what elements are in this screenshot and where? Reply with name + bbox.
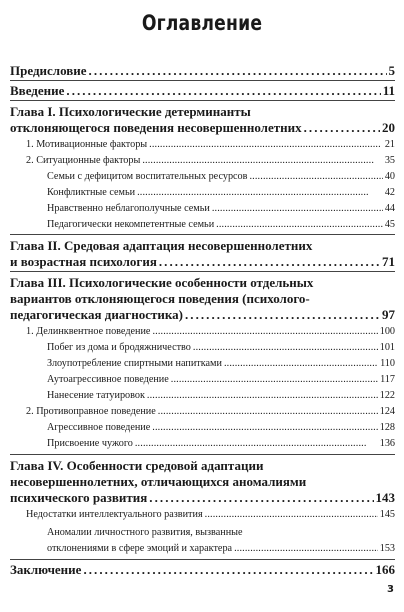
toc-entry-page: 97 <box>382 307 395 322</box>
toc-entry-page: 122 <box>379 390 395 401</box>
page-number: 3 <box>387 584 394 595</box>
toc-entry-intellectual-deficits[interactable] <box>26 509 395 520</box>
toc-entry-aggressive-behavior[interactable] <box>47 422 395 433</box>
toc-entry-title: отклонениями в сфере эмоций и характера <box>47 543 233 554</box>
leader-dots <box>137 187 383 198</box>
toc-entry-title: психического развития <box>10 490 148 505</box>
toc-entry-unlawful-behavior[interactable] <box>26 406 395 417</box>
toc-entry-page: 45 <box>384 219 395 230</box>
toc-entry-running-away[interactable] <box>47 342 395 353</box>
toc-entry-self-harm[interactable] <box>47 374 395 385</box>
leader-dots <box>205 509 378 520</box>
toc-entry-title: Конфликтные семьи <box>47 187 136 198</box>
toc-entry-page: 71 <box>382 254 395 269</box>
toc-entry-page: 136 <box>379 438 395 449</box>
toc-entry-chapter3-line2[interactable]: вариантов отклоняющегося поведения (психолого- <box>10 291 310 306</box>
toc-entry-title: отклоняющегося поведения несовершеннолетних <box>10 120 302 135</box>
toc-entry-page: 35 <box>384 155 395 166</box>
leader-dots <box>152 422 377 433</box>
toc-entry-page: 42 <box>384 187 395 198</box>
leader-dots <box>304 120 380 136</box>
toc-entry-incompetent-families[interactable] <box>47 219 395 230</box>
toc-entry-page: 40 <box>384 171 395 182</box>
leader-dots <box>185 307 380 323</box>
toc-entry-chapter1[interactable] <box>10 120 395 136</box>
separator-line <box>10 234 395 235</box>
toc-entry-title: Аутоагрессивное поведение <box>47 374 169 385</box>
leader-dots <box>135 438 378 449</box>
separator-line <box>10 100 395 101</box>
leader-dots <box>158 406 378 417</box>
toc-entry-preface[interactable] <box>10 63 395 79</box>
toc-entry-title: Семьи с дефицитом воспитательных ресурсов <box>47 171 248 182</box>
toc-entry-page: 143 <box>375 490 395 505</box>
leader-dots <box>149 139 383 150</box>
leader-dots <box>234 543 378 554</box>
toc-entry-conclusion[interactable] <box>10 562 395 578</box>
toc-entry-chapter2-line1[interactable]: Глава II. Средовая адаптация несовершеннолетних <box>10 238 313 253</box>
toc-entry-chapter3[interactable] <box>10 307 395 323</box>
toc-entry-chapter4-line1[interactable]: Глава IV. Особенности средовой адаптации <box>10 458 264 473</box>
toc-entry-personality-anomalies[interactable] <box>47 543 395 554</box>
separator-line <box>10 559 395 560</box>
toc-entry-chapter1-line1[interactable]: Глава I. Психологические детерминанты <box>10 104 251 119</box>
leader-dots <box>193 342 378 353</box>
toc-entry-chapter3-line1[interactable]: Глава III. Психологические особенности отдельных <box>10 275 314 290</box>
leader-dots <box>171 374 378 385</box>
toc-entry-title: Заключение <box>10 562 82 577</box>
toc-entry-title: Педагогически некомпетентные семьи <box>47 219 215 230</box>
toc-entry-immoral-families[interactable] <box>47 203 395 214</box>
toc-entry-situational-factors[interactable] <box>26 155 395 166</box>
toc-entry-title: педагогическая диагностика) <box>10 307 183 322</box>
toc-entry-title: Введение <box>10 83 65 98</box>
leader-dots <box>83 562 373 578</box>
toc-entry-page: 166 <box>375 562 395 577</box>
toc-entry-motivational-factors[interactable] <box>26 139 395 150</box>
leader-dots <box>142 155 382 166</box>
toc-entry-page: 5 <box>388 63 395 78</box>
leader-dots <box>89 63 387 79</box>
toc-entry-tattoos[interactable] <box>47 390 395 401</box>
toc-entry-introduction[interactable] <box>10 83 395 99</box>
toc-entry-chapter4[interactable] <box>10 490 395 506</box>
toc-entry-conflict-families[interactable] <box>47 187 395 198</box>
toc-entry-page: 124 <box>379 406 395 417</box>
separator-line <box>10 271 395 272</box>
leader-dots <box>147 390 378 401</box>
toc-entry-page: 145 <box>379 509 395 520</box>
toc-entry-title: Побег из дома и бродяжничество <box>47 342 191 353</box>
toc-entry-deficit-families[interactable] <box>47 171 395 182</box>
toc-entry-title: 2. Противоправное поведение <box>26 406 156 417</box>
toc-entry-appropriation[interactable] <box>47 438 395 449</box>
toc-entry-personality-anomalies-line1[interactable]: Аномалии личностного развития, вызванные <box>47 527 243 538</box>
toc-entry-page: 21 <box>384 139 395 150</box>
toc-entry-delinquent-behavior[interactable] <box>26 326 395 337</box>
toc-entry-title: Предисловие <box>10 63 87 78</box>
toc-entry-page: 20 <box>382 120 395 135</box>
leader-dots <box>212 203 383 214</box>
toc-entry-title: 2. Ситуационные факторы <box>26 155 141 166</box>
toc-entry-page: 153 <box>379 543 395 554</box>
toc-entry-chapter4-line2[interactable]: несовершеннолетних, отличающихся аномалиями <box>10 474 307 489</box>
leader-dots <box>249 171 382 182</box>
leader-dots <box>224 358 378 369</box>
toc-entry-title: Агрессивное поведение <box>47 422 151 433</box>
toc-entry-page: 44 <box>384 203 395 214</box>
toc-entry-page: 110 <box>380 358 395 369</box>
toc-entry-title: Злоупотребление спиртными напитками <box>47 358 222 369</box>
toc-entry-title: Недостатки интеллектуального развития <box>26 509 203 520</box>
toc-entry-page: 101 <box>379 342 395 353</box>
toc-entry-page: 128 <box>379 422 395 433</box>
leader-dots <box>66 83 380 99</box>
toc-entry-page: 117 <box>380 374 395 385</box>
toc-entry-title: Нанесение татуировок <box>47 390 145 401</box>
toc-entry-alcohol-abuse[interactable] <box>47 358 395 369</box>
leader-dots <box>152 326 377 337</box>
leader-dots <box>159 254 380 270</box>
separator-line <box>10 80 395 81</box>
toc-entry-title: Присвоение чужого <box>47 438 133 449</box>
toc-entry-title: 1. Мотивационные факторы <box>26 139 148 150</box>
toc-entry-page: 100 <box>379 326 395 337</box>
toc-title: Оглавление <box>141 11 263 35</box>
leader-dots <box>149 490 373 506</box>
toc-entry-title: и возрастная психология <box>10 254 157 269</box>
toc-entry-page: 11 <box>382 83 395 98</box>
leader-dots <box>216 219 383 230</box>
toc-entry-title: Нравственно неблагополучные семьи <box>47 203 210 214</box>
toc-entry-title: 1. Делинквентное поведение <box>26 326 151 337</box>
separator-line <box>10 454 395 455</box>
toc-entry-chapter2[interactable] <box>10 254 395 270</box>
